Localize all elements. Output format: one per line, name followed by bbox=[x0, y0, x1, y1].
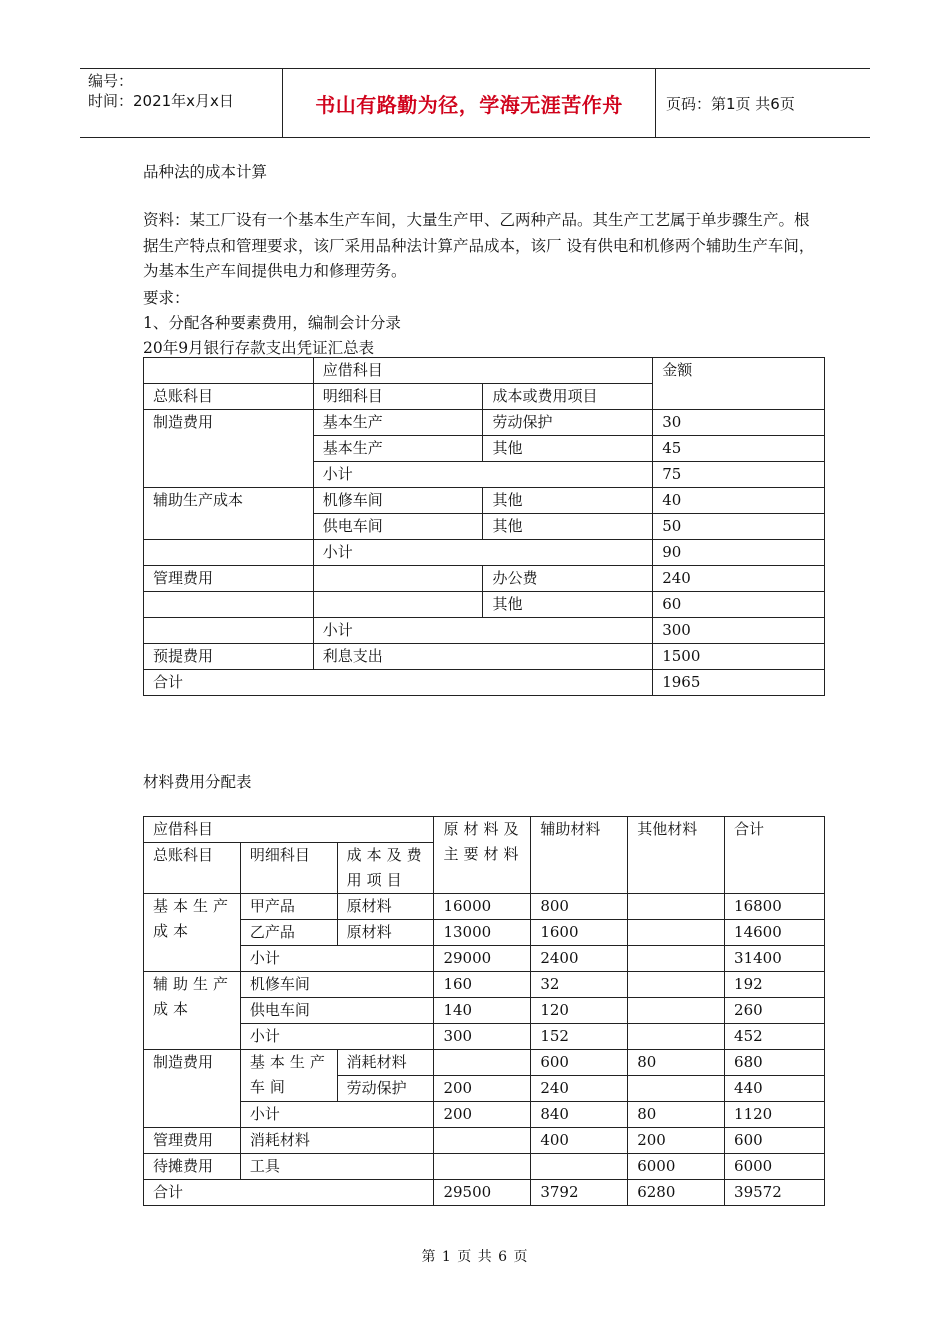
table-cell: 消耗材料 bbox=[337, 1050, 434, 1076]
table-cell: 原材料 bbox=[337, 894, 434, 920]
table-cell: 50 bbox=[653, 514, 825, 540]
table-header-cell: 总账科目 bbox=[144, 384, 314, 410]
table-row bbox=[144, 618, 825, 644]
table-cell: 16000 bbox=[434, 894, 531, 920]
table-cell: 小计 bbox=[240, 946, 434, 972]
table-cell: 45 bbox=[653, 436, 825, 462]
table-cell: 其他 bbox=[483, 592, 653, 618]
table-cell: 待摊费用 bbox=[144, 1154, 241, 1180]
table-cell: 29000 bbox=[434, 946, 531, 972]
table-row bbox=[144, 1180, 825, 1206]
table-row bbox=[144, 592, 825, 618]
table-cell: 辅助生产成本 bbox=[144, 972, 241, 1050]
table-cell: 29500 bbox=[434, 1180, 531, 1206]
time-label: 时间：2021年x月x日 bbox=[88, 92, 234, 110]
table-cell: 6280 bbox=[628, 1180, 725, 1206]
table-cell bbox=[628, 972, 725, 998]
table-cell: 基本生产车间 bbox=[240, 1050, 337, 1102]
table-cell: 小计 bbox=[313, 540, 652, 566]
table-row bbox=[144, 998, 825, 1024]
table-cell: 劳动保护 bbox=[337, 1076, 434, 1102]
table-cell: 800 bbox=[531, 894, 628, 920]
table-row bbox=[144, 1154, 825, 1180]
table-cell bbox=[628, 998, 725, 1024]
table-cell: 192 bbox=[725, 972, 825, 998]
table-row bbox=[144, 946, 825, 972]
table-cell: 120 bbox=[531, 998, 628, 1024]
table-cell: 300 bbox=[434, 1024, 531, 1050]
table-row bbox=[144, 644, 825, 670]
requirement-label: 要求： bbox=[143, 289, 190, 307]
table-cell: 机修车间 bbox=[240, 972, 434, 998]
table-cell: 机修车间 bbox=[313, 488, 483, 514]
table-cell: 680 bbox=[725, 1050, 825, 1076]
table-cell: 1600 bbox=[531, 920, 628, 946]
table-cell: 840 bbox=[531, 1102, 628, 1128]
table-header-cell: 成本或费用项目 bbox=[483, 384, 653, 410]
table-cell: 40 bbox=[653, 488, 825, 514]
page-footer: 第 1 页 共 6 页 bbox=[421, 1249, 529, 1265]
table-cell bbox=[313, 566, 483, 592]
table-cell bbox=[628, 1024, 725, 1050]
table-cell: 600 bbox=[531, 1050, 628, 1076]
table-header-cell: 明细科目 bbox=[240, 843, 337, 894]
table-cell: 300 bbox=[653, 618, 825, 644]
table-cell: 甲产品 bbox=[240, 894, 337, 920]
table-row bbox=[144, 1102, 825, 1128]
table-cell bbox=[434, 1128, 531, 1154]
table-cell: 90 bbox=[653, 540, 825, 566]
table-header-cell: 合计 bbox=[725, 817, 825, 894]
table1-title: 20年9月银行存款支出凭证汇总表 bbox=[143, 339, 375, 357]
table-cell: 75 bbox=[653, 462, 825, 488]
table-cell: 160 bbox=[434, 972, 531, 998]
table-cell: 办公费 bbox=[483, 566, 653, 592]
table-cell bbox=[628, 946, 725, 972]
header-meta bbox=[80, 69, 282, 137]
table-header-row bbox=[144, 358, 825, 384]
table-cell bbox=[144, 592, 314, 618]
table-cell: 6000 bbox=[725, 1154, 825, 1180]
table-cell: 基本生产成本 bbox=[144, 894, 241, 972]
table-cell: 管理费用 bbox=[144, 566, 314, 592]
table-cell: 260 bbox=[725, 998, 825, 1024]
table-cell: 200 bbox=[434, 1076, 531, 1102]
table-header-cell: 明细科目 bbox=[313, 384, 483, 410]
table-cell: 小计 bbox=[240, 1024, 434, 1050]
material-allocation-table bbox=[143, 816, 825, 1206]
table-cell: 制造费用 bbox=[144, 1050, 241, 1128]
table-cell: 消耗材料 bbox=[240, 1128, 434, 1154]
table2-title: 材料费用分配表 bbox=[143, 773, 252, 791]
table-cell: 600 bbox=[725, 1128, 825, 1154]
table-row bbox=[144, 670, 825, 696]
page-header bbox=[80, 68, 870, 138]
table-cell bbox=[628, 1076, 725, 1102]
table-cell: 小计 bbox=[240, 1102, 434, 1128]
table-row bbox=[144, 1128, 825, 1154]
doc-title: 品种法的成本计算 bbox=[143, 163, 268, 181]
table-cell: 乙产品 bbox=[240, 920, 337, 946]
table-header-cell: 原材料及主要材料 bbox=[434, 817, 531, 894]
table-cell: 2400 bbox=[531, 946, 628, 972]
table-row bbox=[144, 972, 825, 998]
table-cell: 1120 bbox=[725, 1102, 825, 1128]
table-header-cell: 金额 bbox=[653, 358, 825, 410]
table-cell: 452 bbox=[725, 1024, 825, 1050]
table-cell: 利息支出 bbox=[313, 644, 652, 670]
table-header-cell: 辅助材料 bbox=[531, 817, 628, 894]
table-row bbox=[144, 894, 825, 920]
table-cell: 供电车间 bbox=[313, 514, 483, 540]
table-cell: 供电车间 bbox=[240, 998, 434, 1024]
table-cell: 工具 bbox=[240, 1154, 434, 1180]
table-header-cell: 应借科目 bbox=[313, 358, 652, 384]
table-header-row bbox=[144, 817, 825, 843]
table-cell: 其他 bbox=[483, 514, 653, 540]
table-cell: 400 bbox=[531, 1128, 628, 1154]
table-cell bbox=[434, 1154, 531, 1180]
table-cell: 30 bbox=[653, 410, 825, 436]
table-cell bbox=[144, 358, 314, 384]
table-header-cell: 应借科目 bbox=[144, 817, 434, 843]
table-cell bbox=[628, 894, 725, 920]
table-header-cell: 其他材料 bbox=[628, 817, 725, 894]
table-cell: 基本生产 bbox=[313, 410, 483, 436]
number-label: 编号： bbox=[88, 72, 134, 90]
table-row bbox=[144, 566, 825, 592]
table-cell: 14600 bbox=[725, 920, 825, 946]
table-cell: 140 bbox=[434, 998, 531, 1024]
table-cell: 预提费用 bbox=[144, 644, 314, 670]
table-cell: 合计 bbox=[144, 1180, 434, 1206]
table-cell: 合计 bbox=[144, 670, 653, 696]
table-cell: 80 bbox=[628, 1102, 725, 1128]
table-cell: 39572 bbox=[725, 1180, 825, 1206]
requirement-1: 1、分配各种要素费用，编制会计分录 bbox=[143, 314, 401, 332]
table-header-cell: 成本及费用项目 bbox=[337, 843, 434, 894]
table-row bbox=[144, 1050, 825, 1076]
table-cell: 1500 bbox=[653, 644, 825, 670]
table-row bbox=[144, 488, 825, 514]
table-cell: 16800 bbox=[725, 894, 825, 920]
bank-expense-table bbox=[143, 357, 825, 696]
table-cell bbox=[628, 920, 725, 946]
table-cell bbox=[144, 618, 314, 644]
table-cell: 240 bbox=[653, 566, 825, 592]
table-cell bbox=[531, 1154, 628, 1180]
table-cell: 13000 bbox=[434, 920, 531, 946]
table-cell: 60 bbox=[653, 592, 825, 618]
table-cell: 152 bbox=[531, 1024, 628, 1050]
table-cell: 1965 bbox=[653, 670, 825, 696]
table-cell bbox=[144, 540, 314, 566]
table-cell: 劳动保护 bbox=[483, 410, 653, 436]
table-cell: 31400 bbox=[725, 946, 825, 972]
table-cell: 基本生产 bbox=[313, 436, 483, 462]
table-cell bbox=[434, 1050, 531, 1076]
page-indicator: 页码：第1页 共6页 bbox=[666, 94, 795, 113]
table-cell: 原材料 bbox=[337, 920, 434, 946]
table-cell bbox=[313, 592, 483, 618]
table-row bbox=[144, 540, 825, 566]
table-cell: 辅助生产成本 bbox=[144, 488, 314, 540]
table-cell: 其他 bbox=[483, 436, 653, 462]
table-cell: 3792 bbox=[531, 1180, 628, 1206]
table-cell: 管理费用 bbox=[144, 1128, 241, 1154]
table-cell: 制造费用 bbox=[144, 410, 314, 488]
table-cell: 240 bbox=[531, 1076, 628, 1102]
table-cell: 小计 bbox=[313, 462, 652, 488]
table-header-cell: 总账科目 bbox=[144, 843, 241, 894]
table-cell: 32 bbox=[531, 972, 628, 998]
table-cell: 其他 bbox=[483, 488, 653, 514]
table-row bbox=[144, 1024, 825, 1050]
motto: 书山有路勤为径，学海无涯苦作舟 bbox=[282, 69, 656, 137]
table-row bbox=[144, 920, 825, 946]
doc-paragraph: 资料：某工厂设有一个基本生产车间，大量生产甲、乙两种产品。其生产工艺属于单步骤生产。根据生产特点和管理要求，该厂采用品种法计算产品成本，该厂 设有供电和机修两个辅助生产车间，为基本生产车间提供电力和修理劳务。 bbox=[143, 211, 815, 280]
table-cell: 80 bbox=[628, 1050, 725, 1076]
table-row bbox=[144, 410, 825, 436]
table-cell: 200 bbox=[628, 1128, 725, 1154]
table-cell: 200 bbox=[434, 1102, 531, 1128]
table-cell: 6000 bbox=[628, 1154, 725, 1180]
table-cell: 440 bbox=[725, 1076, 825, 1102]
table-cell: 小计 bbox=[313, 618, 652, 644]
